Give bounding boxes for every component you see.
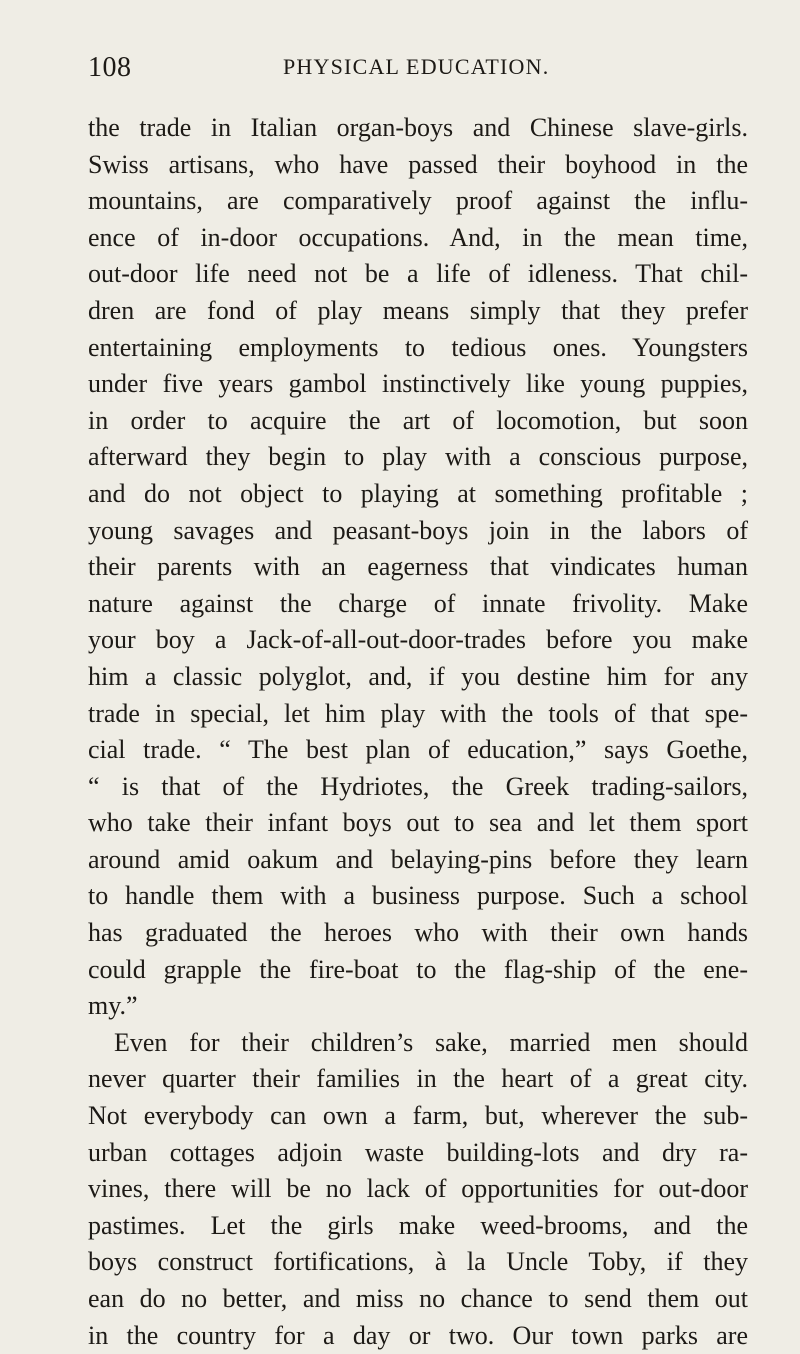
text-line: ean do no better, and miss no chance to send them out xyxy=(88,1284,748,1313)
text-line: cial trade. “ The best plan of education,” says Goethe, xyxy=(88,735,748,765)
text-line: pastimes. Let the girls make weed-brooms, and the xyxy=(88,1210,748,1240)
text-line: mountains, are comparatively proof against the influ- xyxy=(88,186,748,216)
text-line: boys construct fortifications, à la Uncle Toby, if they xyxy=(88,1247,748,1277)
text-line: trade in special, let him play with the tools of that spe- xyxy=(88,698,748,728)
text-line: my.” xyxy=(88,991,138,1021)
text-line: who take their infant boys out to sea and let them sport xyxy=(88,808,748,838)
text-line: dren are fond of play means simply that they prefer xyxy=(88,295,748,325)
text-line: ence of in-door occupations. And, in the mean time, xyxy=(88,222,748,252)
text-line: out-door life need not be a life of idleness. That chil- xyxy=(88,259,748,289)
text-line: could grapple the fire-boat to the flag-ship of the ene- xyxy=(88,954,748,984)
text-line: vines, there will be no lack of opportunities for out-door xyxy=(88,1174,748,1204)
text-line: young savages and peasant-boys join in the labors of xyxy=(88,515,748,545)
text-line: in the country for a day or two. Our town parks are xyxy=(88,1320,748,1350)
text-line: has graduated the heroes who with their own hands xyxy=(88,918,748,948)
text-line: entertaining employments to tedious ones. Youngsters xyxy=(88,332,748,362)
text-line: Not everybody can own a farm, but, wherever the sub- xyxy=(88,1101,748,1131)
page-header xyxy=(88,52,738,82)
text-line: around amid oakum and belaying-pins before they learn xyxy=(88,844,748,874)
text-line: urban cottages adjoin waste building-lots and dry ra- xyxy=(88,1137,748,1167)
text-line: him a classic polyglot, and, if you destine him for any xyxy=(88,661,748,691)
text-line: and do not object to playing at something profitable ; xyxy=(88,478,748,508)
text-line: nature against the charge of innate frivolity. Make xyxy=(88,588,748,618)
text-line: the trade in Italian organ-boys and Chinese slave-girls. xyxy=(88,113,748,142)
running-head: PHYSICAL EDUCATION. xyxy=(283,54,550,79)
text-line: afterward they begin to play with a conscious purpose, xyxy=(88,442,748,472)
body-text xyxy=(88,110,748,1354)
text-line: their parents with an eagerness that vindicates human xyxy=(88,552,748,582)
text-line: your boy a Jack-of-all-out-door-trades before you make xyxy=(88,625,748,655)
text-line: to handle them with a business purpose. Such a school xyxy=(88,881,748,911)
text-line: Even for their children’s sake, married men should xyxy=(114,1027,748,1057)
text-line: under five years gambol instinctively like young puppies, xyxy=(88,369,748,399)
text-line: “ is that of the Hydriotes, the Greek trading-sailors, xyxy=(88,771,748,801)
text-line: never quarter their families in the heart of a great city. xyxy=(88,1064,748,1094)
text-line: Swiss artisans, who have passed their boyhood in the xyxy=(88,149,748,179)
page-number: 108 xyxy=(88,52,132,83)
text-line: in order to acquire the art of locomotion, but soon xyxy=(88,405,748,435)
